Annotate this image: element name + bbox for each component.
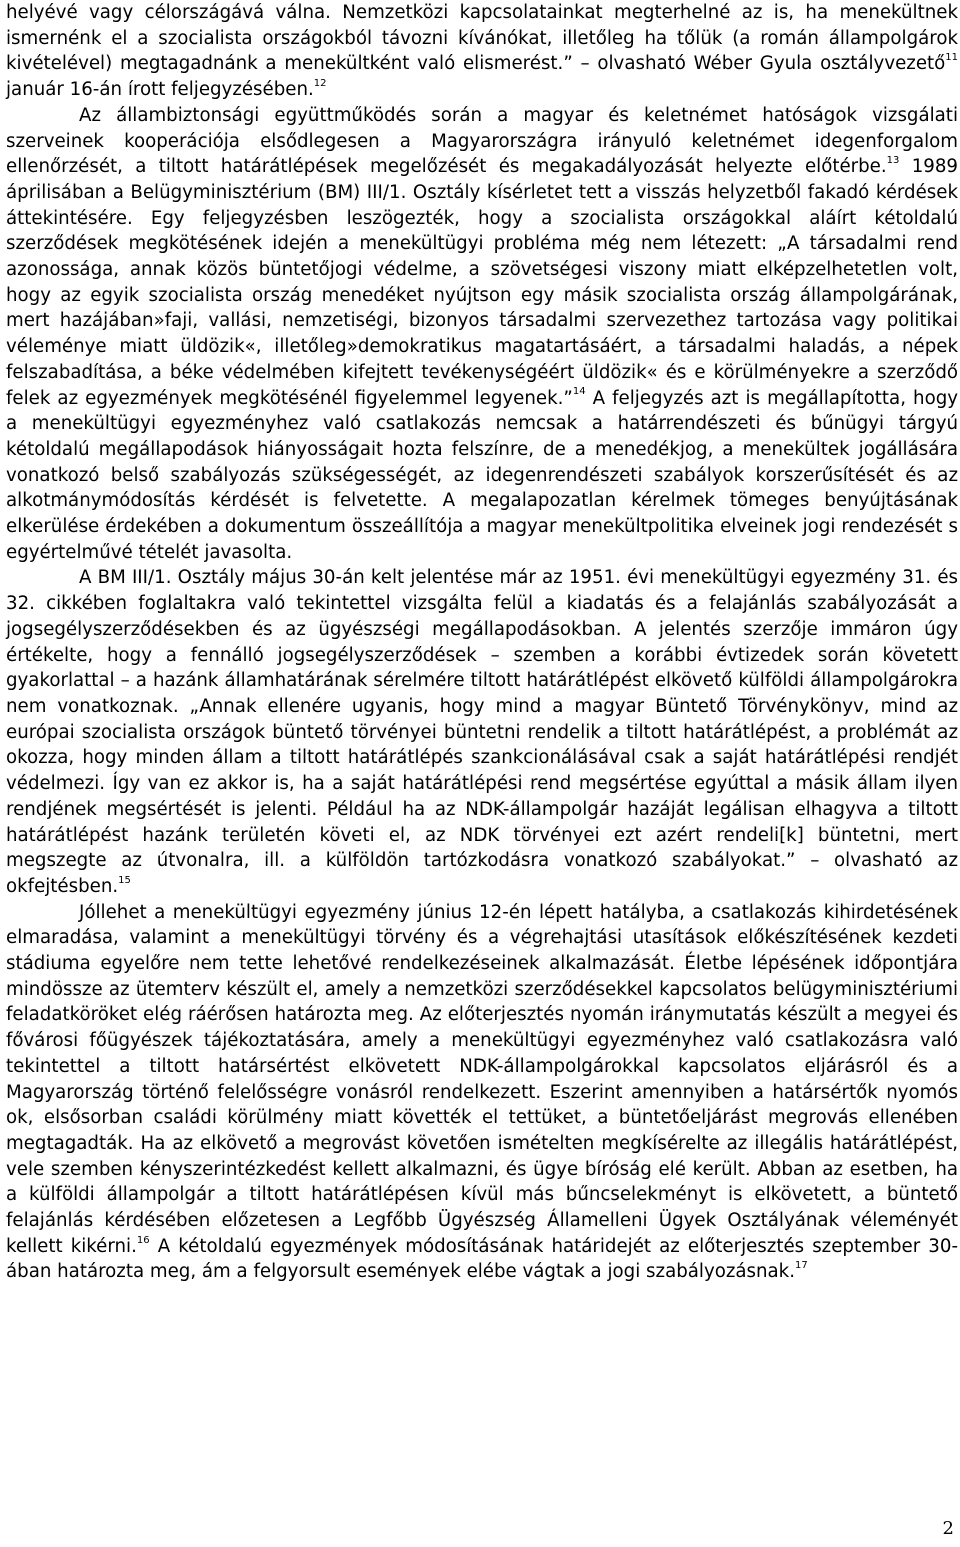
text-segment: január 16-án írott feljegyzésében. bbox=[6, 79, 314, 101]
paragraph bbox=[6, 900, 958, 1286]
text-segment: A BM III/1. Osztály május 30-án kelt jelentése már az 1951. évi menekültügyi egyezmény 31. és 32. cikkében foglaltakra való tekintettel vizsgálta felül a kiadatás és a felajánlás szabályozását a jogsegélyszerződésekben és az ügyészségi megállapodásokban. A jelentés szerzője immáron úgy értékelte, hogy a fennálló jogsegélyszerződések – szemben a korábbi évtizedek során követett gyakorlattal – a hazánk államhatárának sérelmére tiltott határátlépést elkövető külföldi állampolgárokra nem vonatkoznak. „Annak ellenére ugyanis, hogy mind a magyar Büntető Törvénykönyv, mind az európai szocialista országok büntető törvényei büntetni rendelik a tiltott határátlépést, a problémát az okozza, hogy minden állam a tiltott határátlépés szankcionálásával csak a saját határátlépési rendjét védelmezi. Így van ez akkor is, ha a saját határátlépési rend megsértése egyúttal a másik állam ilyen rendjének megsértését is jelenti. Például ha az NDK-állampolgár hazáját legálisan elhagyva a tiltott határátlépést hazánk területén követi el, az NDK törvényei ezt azért rendeli[k] büntetni, mert megszegte az útvonalra, ill. a külföldön tartózkodásra vonatkozó szabályokat.” – olvasható az okfejtésben. bbox=[6, 567, 958, 897]
footnote-reference: 13 bbox=[886, 155, 900, 167]
paragraph bbox=[6, 565, 958, 899]
paragraph bbox=[6, 103, 958, 566]
text-segment: Jóllehet a menekültügyi egyezmény június 12-én lépett hatályba, a csatlakozás kihirdetésének elmaradása, valamint a menekültügyi törvény és a végrehajtási utasítások előkészítésének kezdeti stádiuma egyelőre nem tette lehetővé rendelkezéseinek alkalmazását. Életbe lépésének időpontjára mindössze az ütemterv készült el, amely a nemzetközi szerződésekkel kapcsolatos belügyminisztériumi feladatköröket elég ráérősen határozta meg. Az előterjesztés nyomán iránymutatás készült a megyei és fővárosi főügyészek tájékoztatására, amely a menekültügyi egyezményhez való csatlakozásra való tekintettel a tiltott határsértést elkövetett NDK-állampolgárokkal kapcsolatos eljárásról és a Magyarország történő felelősségre vonásról rendelkezett. Eszerint amennyiben a határsértők nyomós ok, elsősorban családi körülmény miatt követték el tettüket, a büntetőeljárást megrovás ellenében megtagadták. Ha az elkövető a megrovást követően ismételten megkísérelte az illegális határátlépést, vele szemben kényszerintézkedést kellett alkalmazni, és ügye bíróság elé került. Abban az esetben, ha a külföldi állampolgár a tiltott határátlépésen kívül más bűncselekményt is elkövetett, a büntető felajánlás kérdésében előzetesen a Legfőbb Ügyészség Államelleni Ügyek Osztályának véleményét kellett kikérni. bbox=[6, 901, 958, 1257]
text-segment: A kétoldalú egyezmények módosításának határidejét az előterjesztés szeptember 30-ában határozta meg, ám a felgyorsult események elébe vágtak a jogi szabályozásnak. bbox=[6, 1235, 959, 1283]
text-segment: Az állambiztonsági együttműködés során a magyar és keletnémet hatóságok vizsgálati szerveinek kooperációja elsődlegesen a Magyarországra irányuló keletnémet idegenforgalom ellenőrzését, a tiltott határátlépések megelőzését és megakadályozását helyezte előtérbe. bbox=[6, 104, 958, 178]
footnote-reference: 11 bbox=[945, 52, 958, 64]
footnote-reference: 15 bbox=[118, 874, 131, 886]
paragraph bbox=[6, 0, 958, 103]
footnote-reference: 14 bbox=[572, 386, 586, 398]
text-segment: A feljegyzés azt is megállapította, hogy a menekültügyi egyezményhez való csatlakozás nemcsak a határrendészeti és bűnügyi tárgyú kétoldalú megállapodások hiányosságait hozta felszínre, de a menedékjog, a menekültek jogállására vonatkozó belső szabályozás szükségességét, az idegenrendészeti szabályok korszerűsítését és az alkotmánymódosítás kérdését is felvetette. A megalapozatlan kérelmek tömeges benyújtásának elkerülése érdekében a dokumentum összeállítója a magyar menekültpolitika elveinek jogi rendezését s egyértelművé tételét javasolta. bbox=[6, 387, 959, 563]
footnote-reference: 16 bbox=[136, 1234, 150, 1246]
text-segment: 1989 áprilisában a Belügyminisztérium (BM) III/1. Osztály kísérletet tett a visszás helyzetből fakadó kérdések áttekintésére. Egy feljegyzésben leszögezték, hogy a szocialista országokkal aláírt kétoldalú szerződések megkötésének idején a menekültügyi probléma még nem létezett: „A társadalmi rend azonossága, annak közös büntetőjogi védelme, a szövetségesi viszony miatt elképzelhetetlen volt, hogy az egyik szocialista ország menedéket nyújtson egy másik szocialista ország állampolgárának, mert hazájában»faji, vallási, nemzetiségi, bizonyos társadalmi szervezethez tartozása vagy politikai véleménye miatt üldözik«, illetőleg»demokratikus magatartásáért, a társadalmi haladás, a népek felszabadítása, a béke védelmében kifejtett tevékenységéért üldözik« és e körülményekre a szerződő felek az egyezmények megkötésénél figyelemmel legyenek.” bbox=[6, 156, 958, 409]
document-body bbox=[6, 0, 958, 1285]
text-segment: helyévé vagy célországává válna. Nemzetközi kapcsolatainkat megterhelné az is, ha menekültnek ismernénk el a szocialista országokból távozni kívánókat, illetőleg ha tőlük (a román állampolgárok kivételével) megtagadnánk a menekültként való elismerést.” – olvasható Wéber Gyula osztályvezető bbox=[6, 2, 958, 75]
footnote-reference: 17 bbox=[795, 1260, 808, 1272]
footnote-reference: 12 bbox=[313, 78, 327, 90]
page-number: 2 bbox=[942, 1518, 954, 1539]
